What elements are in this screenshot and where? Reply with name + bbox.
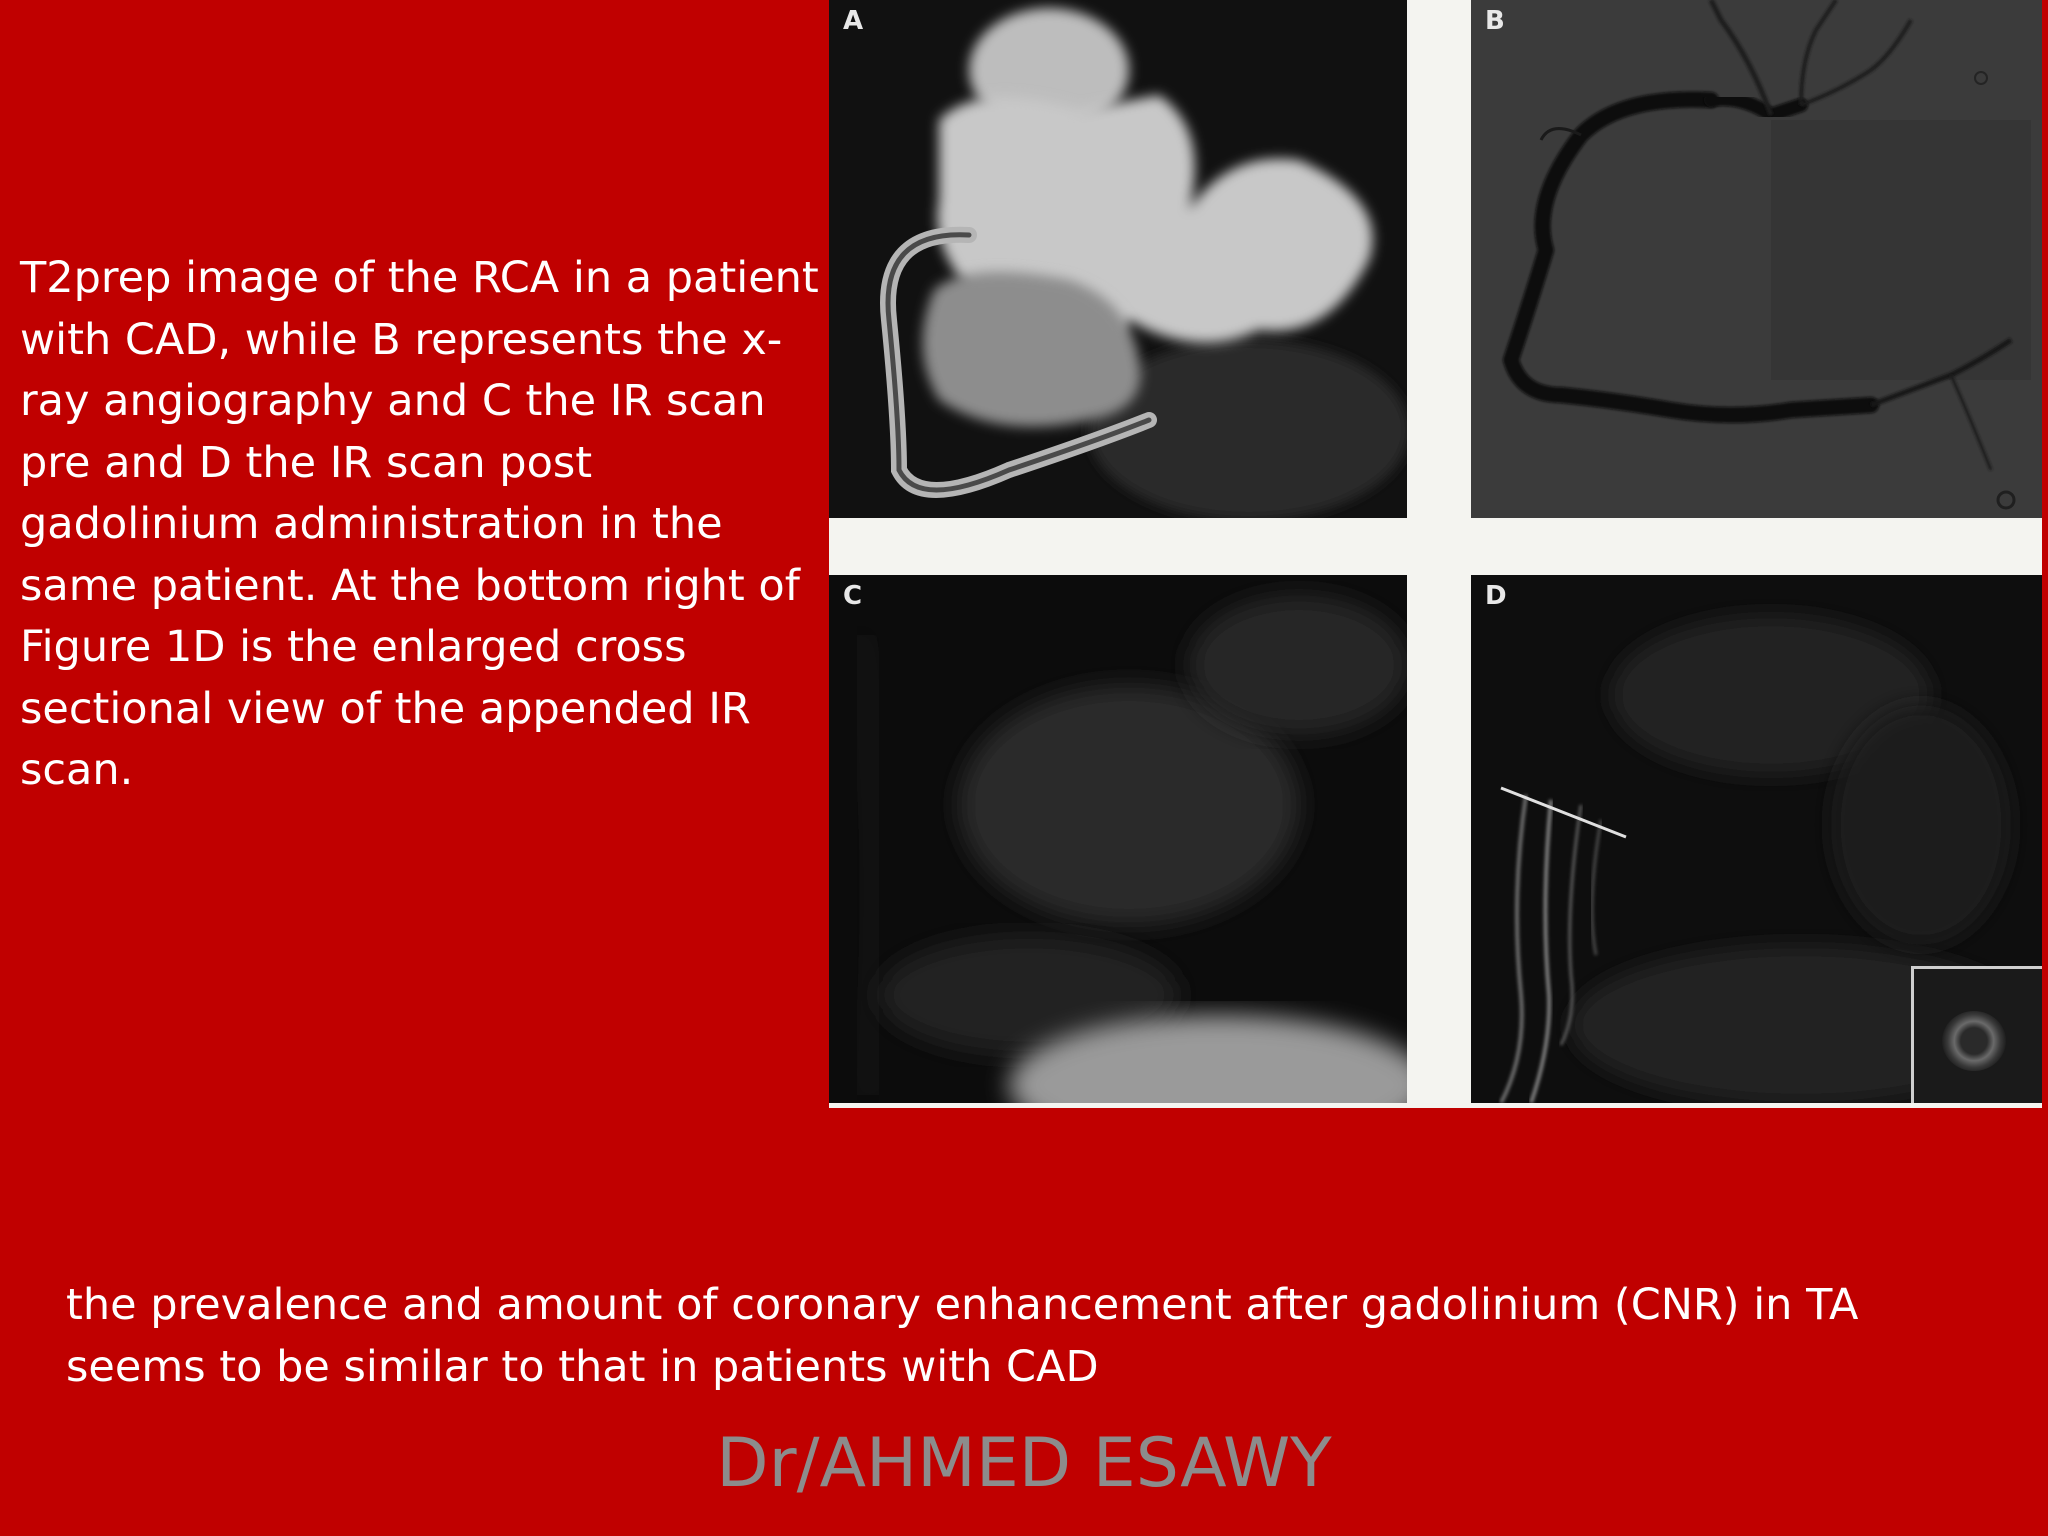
vessel-cross-section	[1942, 1011, 2006, 1071]
cross-section-inset	[1911, 966, 2042, 1103]
mri-figure	[829, 0, 2042, 1108]
panel-d-letter: D	[1485, 581, 1507, 611]
panel-b-letter: B	[1485, 6, 1505, 36]
figure-caption: T2prep image of the RCA in a patient with CAD, while B represents the x-ray angiography and C the IR scan pre and D the IR scan post gadolinium administration in the same patient. At the bottom right of Figure 1D is the enlarged cross sectional view of the appended IR scan.	[20, 253, 819, 795]
panel-b-xray-angiography	[1471, 0, 2042, 518]
author-credit: Dr/AHMED ESAWY	[716, 1424, 1332, 1503]
panel-c-scan-graphic	[829, 575, 1407, 1103]
panel-c-ir-scan-pre	[829, 575, 1407, 1103]
panel-a-t2prep-image	[829, 0, 1407, 518]
summary-text: the prevalence and amount of coronary enhancement after gadolinium (CNR) in TA seems to be similar to that in patients with CAD	[66, 1280, 1859, 1392]
panel-d-ir-scan-post	[1471, 575, 2042, 1103]
panel-c-letter: C	[843, 581, 863, 611]
panel-a-letter: A	[843, 6, 864, 36]
panel-b-artery-graphic	[1471, 0, 2042, 518]
panel-a-heart-graphic	[829, 0, 1407, 518]
